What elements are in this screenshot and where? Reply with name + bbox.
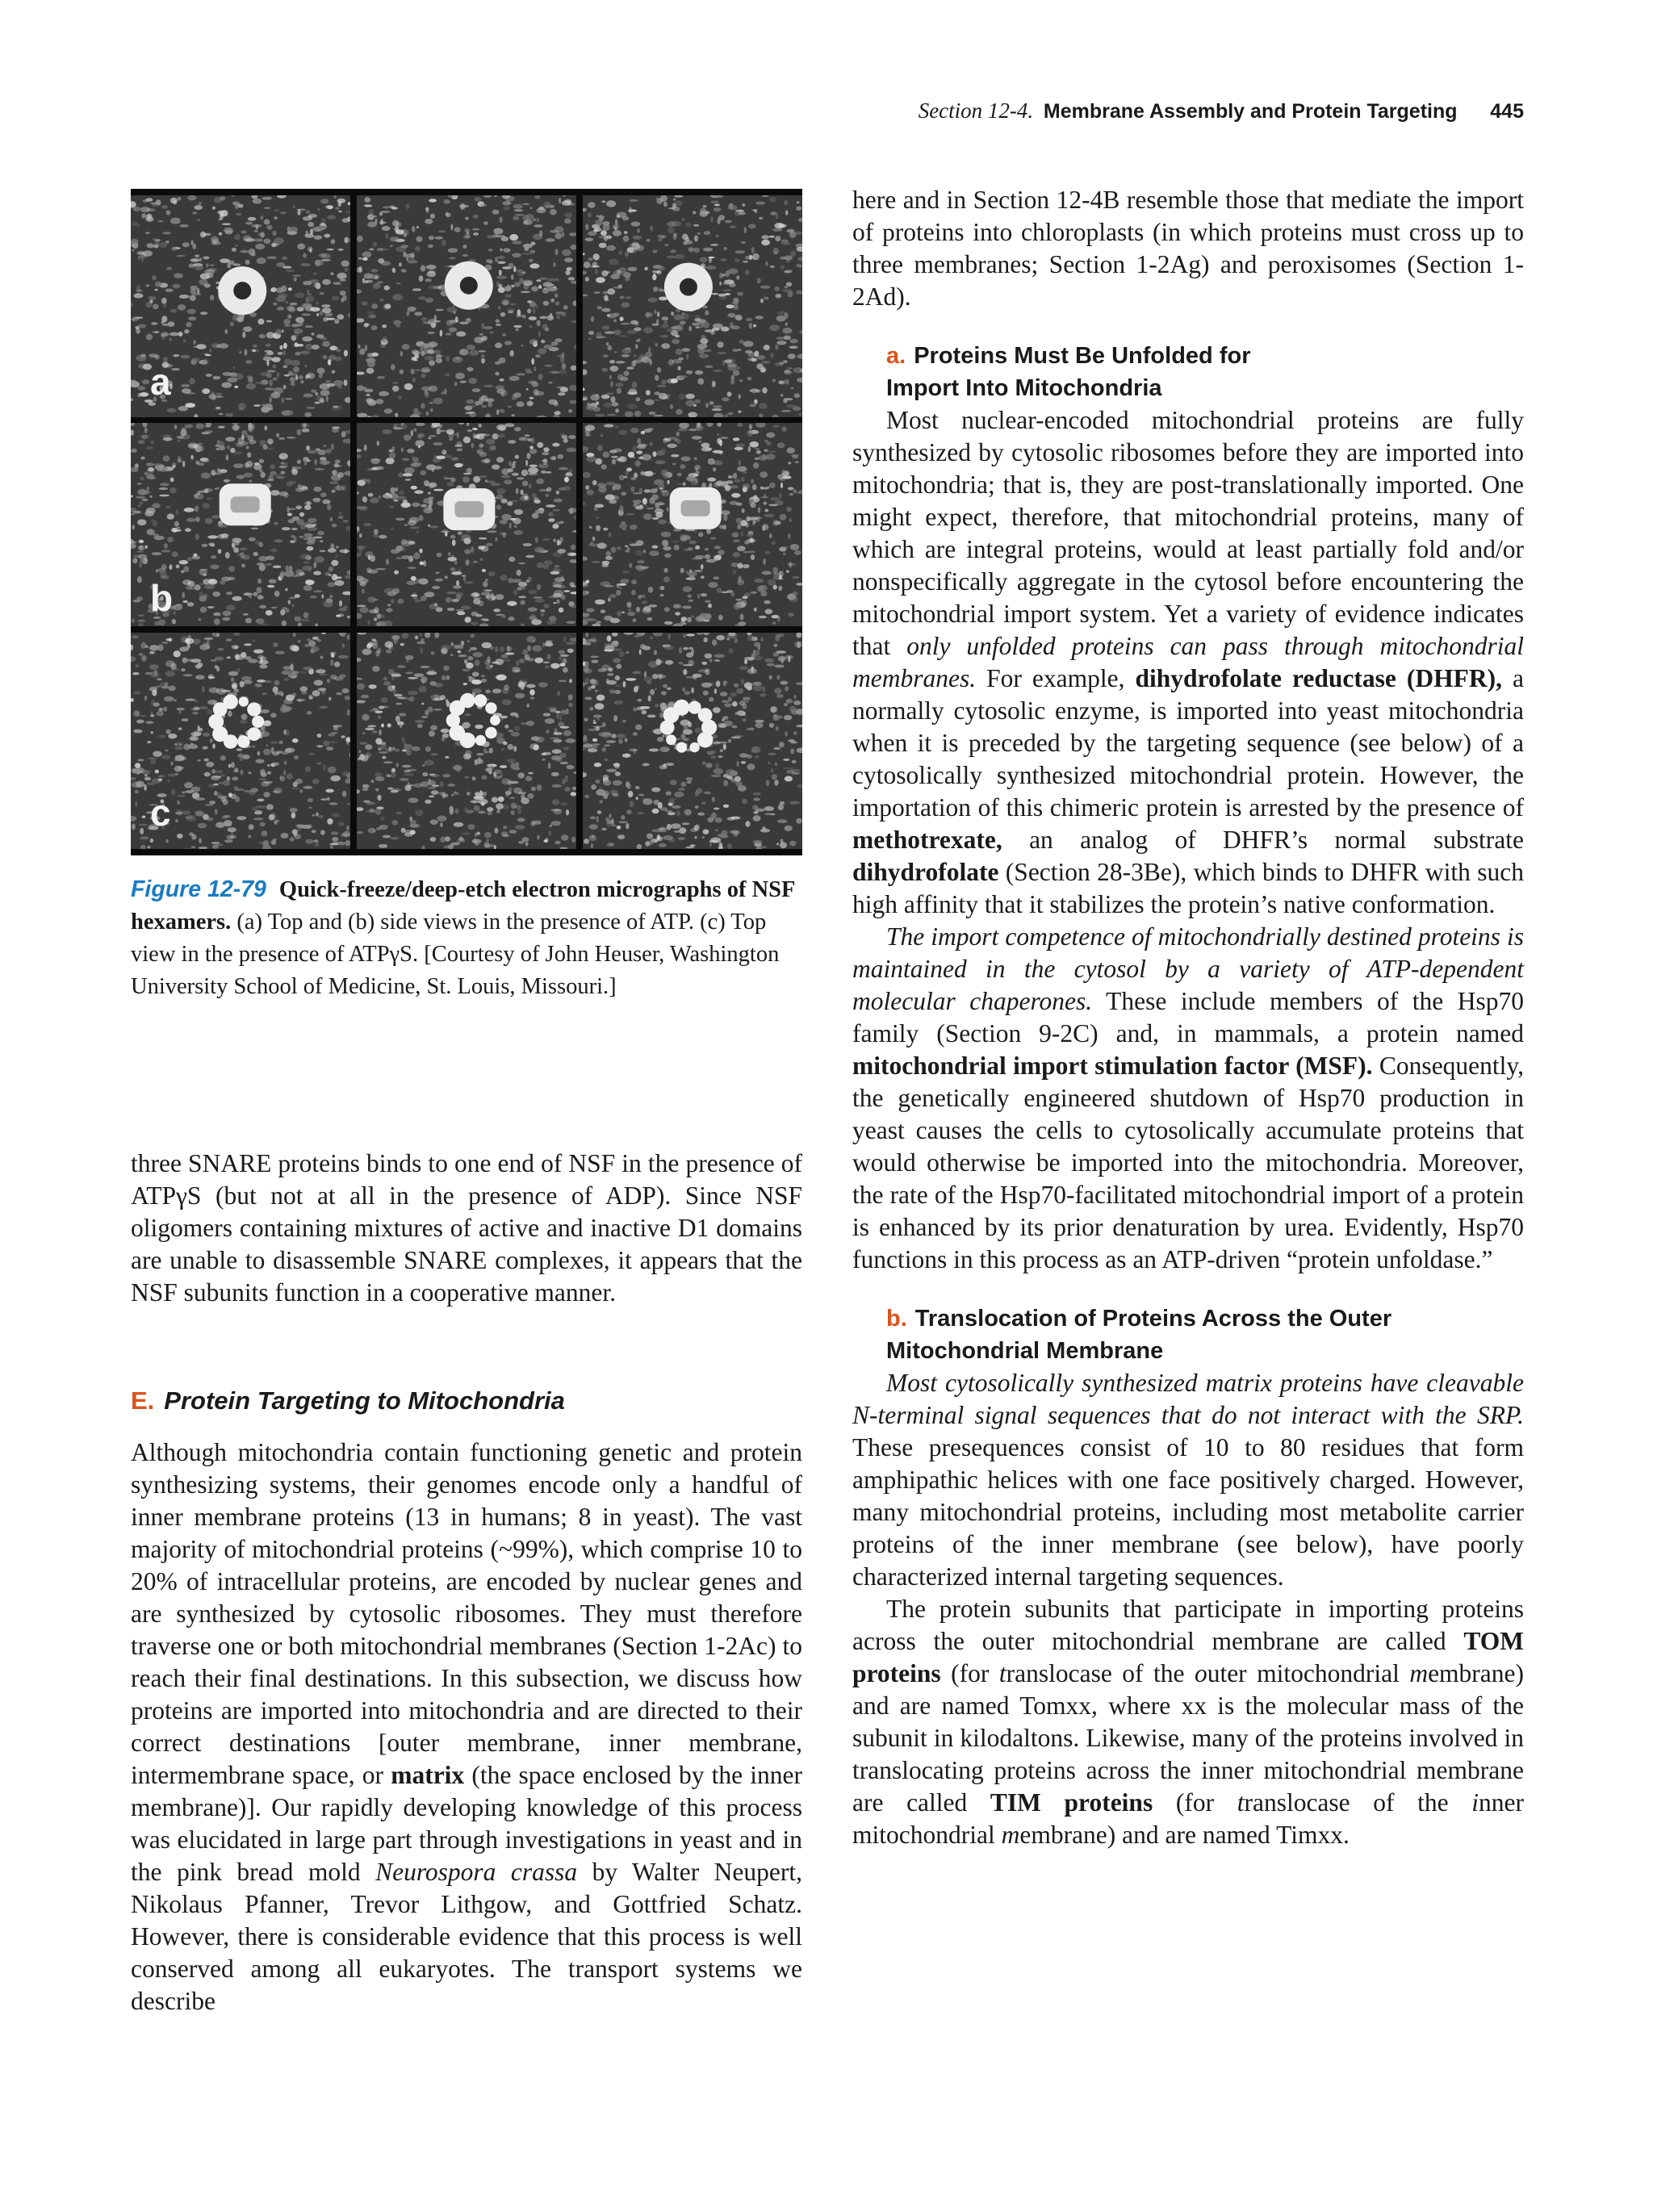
subsection-letter: b.	[886, 1306, 907, 1332]
body-paragraph	[131, 1436, 802, 2018]
key-term: matrix	[391, 1761, 465, 1789]
text-run: (Section 28-3Be), which binds to DHFR with such high affinity that it stabilizes the protein’s native conformation.	[852, 858, 1524, 918]
text-run: Consequently, the genetically engineered shutdown of Hsp70 production in yeast causes the cells to cytosolically accumulate proteins that would otherwise be imported into the mitochondria. Moreover, the rate of the Hsp70-facilitated mitochondrial import of a protein is enhanced by its prior denaturation by urea. Evidently, Hsp70 functions in this process as an ATP-driven “protein unfoldase.”	[852, 1052, 1524, 1273]
key-term: methotrexate,	[852, 826, 1002, 854]
body-paragraph	[852, 921, 1524, 1276]
micrograph-figure	[131, 189, 802, 855]
subsection-title-line1: Translocation of Proteins Across the Outer	[914, 1306, 1392, 1332]
page-number: 445	[1490, 100, 1524, 123]
left-column-body	[131, 1436, 802, 2018]
body-paragraph	[852, 1593, 1524, 1851]
text-run: embrane) and are named Timxx.	[1019, 1821, 1350, 1849]
panel-label-a: a	[150, 361, 171, 403]
subsection-title-line1: Proteins Must Be Unfolded for	[914, 343, 1251, 369]
section-title: Protein Targeting to Mitochondria	[164, 1386, 565, 1415]
subsection-heading-a	[852, 340, 1524, 404]
emphasis: Most cytosolically synthesized matrix proteins have cleavable N-terminal signal sequences that do not interact with the SRP.	[852, 1369, 1524, 1429]
left-column-continuation	[131, 1148, 802, 1309]
micrograph-panel	[583, 195, 802, 417]
species-name: Neurospora crassa	[375, 1858, 578, 1886]
key-term: TIM proteins	[990, 1788, 1153, 1817]
micrograph-panel	[583, 423, 802, 626]
text-run: ranslocase of the	[1006, 1659, 1195, 1687]
text-run: nner mitochondrial	[852, 1788, 1524, 1849]
subsection-heading-b	[852, 1303, 1524, 1367]
emphasis: m	[1001, 1821, 1020, 1849]
subsection-title-line2: Mitochondrial Membrane	[886, 1338, 1164, 1364]
emphasis: The import competence of mitochondrially destined proteins is maintained in the cytosol by a variety of ATP-dependent molecular chaperones.	[852, 922, 1524, 1015]
micrograph-panel	[583, 633, 802, 849]
continuation-paragraph: here and in Section 12-4B resemble those that mediate the import of proteins into chloroplasts (in which proteins must cross up to three membranes; Section 1-2Ag) and peroxisomes (Section 1-2Ad).	[852, 186, 1524, 311]
emphasis: i	[1471, 1788, 1479, 1817]
continuation-paragraph: three SNARE proteins binds to one end of NSF in the presence of ATPγS (but not at all in the presence of ADP). Since NSF oligomers containing mixtures of active and inactive D1 domains are unable to disassemble SNARE complexes, it appears that the NSF subunits function in a cooperative manner.	[131, 1149, 802, 1307]
text-run: The protein subunits that participate in importing proteins across the outer mitochondrial membrane are called	[852, 1595, 1524, 1655]
text-run: (for	[940, 1659, 999, 1687]
text-run: an analog of DHFR’s normal substrate	[1002, 826, 1524, 854]
key-term: mitochondrial import stimulation factor (MSF).	[852, 1052, 1373, 1080]
text-run: (the space enclosed by the inner membrane)]. Our rapidly developing knowledge of this process was elucidated in large part through investigations in yeast and in the pink bread mold	[131, 1761, 802, 1886]
text-run: Although mitochondria contain functioning genetic and protein synthesizing systems, their genomes encode only a handful of inner membrane proteins (13 in humans; 8 in yeast). The vast majority of mitochondrial proteins (~99%), which comprise 10 to 20% of intracellular proteins, are encoded by nuclear genes and are synthesized by cytosolic ribosomes. They must therefore traverse one or both mitochondrial membranes (Section 1-2Ac) to reach their final destinations. In this subsection, we discuss how proteins are imported into mitochondria and are directed to their correct destinations [outer membrane, inner membrane, intermembrane space, or	[131, 1438, 802, 1789]
emphasis: t	[1237, 1788, 1245, 1817]
text-run: uter mitochondrial	[1207, 1659, 1410, 1687]
header-section-number: Section 12-4.	[918, 98, 1034, 123]
section-letter: E.	[131, 1386, 155, 1415]
key-term: TOM proteins	[852, 1627, 1524, 1687]
subsection-letter: a.	[886, 343, 906, 369]
text-run: These presequences consist of 10 to 80 residues that form amphipathic helices with one face positively charged. However, many mitochondrial proteins, including most metabolite carrier proteins of the inner membrane (see below), have poorly characterized internal targeting sequences.	[852, 1433, 1524, 1591]
micrograph-panel	[357, 423, 576, 626]
key-term: dihydrofolate reductase (DHFR),	[1135, 664, 1502, 692]
section-heading	[131, 1386, 565, 1415]
micrograph-panel	[357, 195, 576, 417]
text-run: ranslocase of the	[1244, 1788, 1472, 1817]
panel-label-c: c	[150, 792, 171, 834]
figure-label: Figure 12-79	[131, 876, 266, 902]
figure-caption-text: (a) Top and (b) side views in the presence of ATP. (c) Top view in the presence of ATPγS. [Courtesy of John Heuser, Washington University School of Medicine, St. Louis, Missouri.]	[131, 909, 780, 999]
subsection-title-line2: Import Into Mitochondria	[886, 375, 1162, 401]
text-run: For example,	[976, 664, 1136, 692]
emphasis: o	[1194, 1659, 1207, 1687]
text-run: Most nuclear-encoded mitochondrial proteins are fully synthesized by cytosolic ribosomes before they are imported into mitochondria; that is, they are post-translationally imported. One might expect, therefore, that mitochondrial proteins, many of which are integral proteins, would at least partially fold and/or nonspecifically aggregate in the cytosol before encountering the mitochondrial import system. Yet a variety of evidence indicates that	[852, 406, 1524, 660]
text-run: embrane) and are named Tomxx, where xx is the molecular mass of the subunit in kilodaltons. Likewise, many of the proteins involved in translocating proteins across the inner mitochondrial membrane are called	[852, 1659, 1524, 1817]
right-column	[852, 184, 1524, 1851]
panel-label-b: b	[150, 577, 174, 619]
figure-title: Quick-freeze/deep-etch electron micrographs of NSF hexamers.	[131, 877, 795, 935]
emphasis: only unfolded proteins can pass through mitochondrial membranes.	[852, 632, 1524, 692]
figure-caption	[131, 873, 802, 1003]
header-section-title: Membrane Assembly and Protein Targeting	[1043, 100, 1458, 123]
text-run: by Walter Neupert, Nikolaus Pfanner, Trevor Lithgow, and Gottfried Schatz. However, there is considerable evidence that this process is well conserved among all eukaryotes. The transport systems we describe	[131, 1858, 802, 2015]
text-run: These include members of the Hsp70 family (Section 9-2C) and, in mammals, a protein named	[852, 987, 1524, 1047]
running-header	[919, 98, 1524, 123]
body-paragraph	[852, 404, 1524, 921]
emphasis: t	[998, 1659, 1006, 1687]
body-paragraph	[852, 1367, 1524, 1593]
emphasis: m	[1409, 1659, 1429, 1687]
text-run: a normally cytosolic enzyme, is imported into yeast mitochondria when it is preceded by the targeting sequence (see below) of a cytosolically synthesized mitochondrial protein. However, the importation of this chimeric protein is arrested by the presence of	[852, 664, 1524, 822]
micrograph-panel	[357, 633, 576, 849]
key-term: dihydrofolate	[852, 858, 999, 886]
text-run: (for	[1153, 1788, 1237, 1817]
